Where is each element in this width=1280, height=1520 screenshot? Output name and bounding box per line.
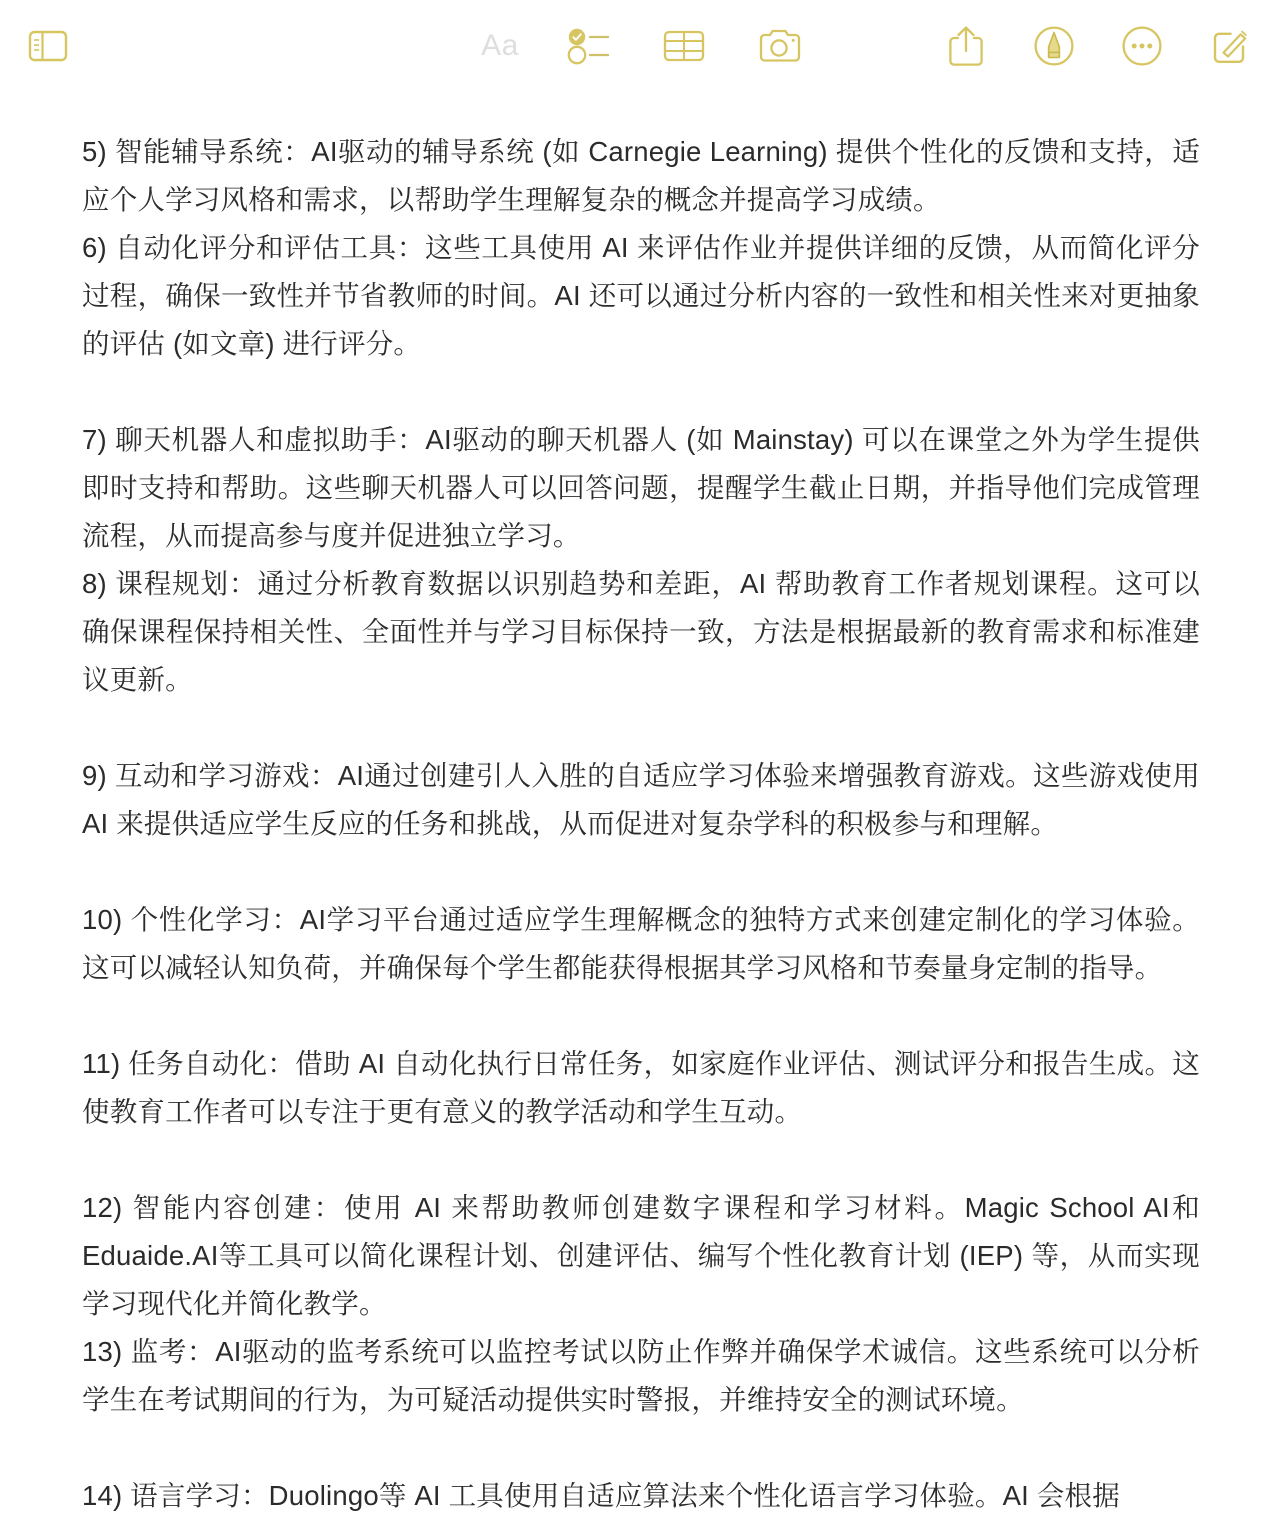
camera-button[interactable] (758, 24, 802, 68)
note-paragraph-item-14: 14) 语言学习：Duolingo等 AI 工具使用自适应算法来个性化语言学习体验。AI 会根据 (82, 1480, 1120, 1511)
note-paragraph-item-12: 12) 智能内容创建：使用 AI 来帮助教师创建数字课程和学习材料。Magic School AI和 Eduaide.AI等工具可以简化课程计划、创建评估、编写个性化教育计划 (IEP) 等，从而实现学习现代化并简化教学。 (82, 1192, 1200, 1319)
note-paragraph-item-6: 6) 自动化评分和评估工具：这些工具使用 AI 来评估作业并提供详细的反馈，从而简化评分过程，确保一致性并节省教师的时间。AI 还可以通过分析内容的一致性和相关性来对更抽象的评估 (如文章) 进行评分。 (82, 232, 1200, 359)
camera-icon (758, 28, 802, 64)
note-paragraph-item-5: 5) 智能辅导系统：AI驱动的辅导系统 (如 Carnegie Learning) 提供个性化的反馈和支持，适应个人学习风格和需求，以帮助学生理解复杂的概念并提高学习成绩。 (82, 136, 1200, 215)
ellipsis-circle-icon (1121, 25, 1163, 67)
markup-pen-icon (1033, 25, 1075, 67)
markup-button[interactable] (1032, 24, 1076, 68)
note-paragraph-item-10: 10) 个性化学习：AI学习平台通过适应学生理解概念的独特方式来创建定制化的学习体验。这可以减轻认知负荷，并确保每个学生都能获得根据其学习风格和节奏量身定制的指导。 (82, 904, 1200, 983)
checklist-icon (567, 27, 613, 65)
share-button[interactable] (944, 24, 988, 68)
sidebar-icon (28, 29, 68, 63)
note-paragraph-item-13: 13) 监考：AI驱动的监考系统可以监控考试以防止作弊并确保学术诚信。这些系统可以分析学生在考试期间的行为，为可疑活动提供实时警报，并维持安全的测试环境。 (82, 1336, 1200, 1415)
more-button[interactable] (1120, 24, 1164, 68)
note-paragraph-item-8: 8) 课程规划：通过分析教育数据以识别趋势和差距，AI 帮助教育工作者规划课程。这可以确保课程保持相关性、全面性并与学习目标保持一致，方法是根据最新的教育需求和标准建议更新。 (82, 568, 1200, 695)
format-aa-icon: Aa (481, 29, 519, 62)
compose-button[interactable] (1208, 24, 1252, 68)
table-button[interactable] (662, 24, 706, 68)
note-paragraph-item-11: 11) 任务自动化：借助 AI 自动化执行日常任务，如家庭作业评估、测试评分和报告生成。这使教育工作者可以专注于更有意义的教学活动和学生互动。 (82, 1048, 1200, 1127)
note-paragraph-item-9: 9) 互动和学习游戏：AI通过创建引人入胜的自适应学习体验来增强教育游戏。这些游戏使用 AI 来提供适应学生反应的任务和挑战，从而促进对复杂学科的积极参与和理解。 (82, 760, 1200, 839)
sidebar-toggle-button[interactable] (26, 24, 70, 68)
note-paragraph-item-7: 7) 聊天机器人和虚拟助手：AI驱动的聊天机器人 (如 Mainstay) 可以在课堂之外为学生提供即时支持和帮助。这些聊天机器人可以回答问题，提醒学生截止日期，并指导他们完成管理流程，从而提高参与度并促进独立学习。 (82, 424, 1200, 551)
notes-toolbar (0, 0, 1280, 92)
share-icon (947, 25, 985, 67)
compose-icon (1209, 25, 1251, 67)
note-content-area[interactable] (0, 92, 1280, 1520)
format-button[interactable] (474, 24, 526, 68)
note-text-scroll[interactable] (0, 92, 1280, 1520)
table-icon (663, 29, 705, 63)
note-paragraph-list (82, 92, 1200, 1520)
checklist-button[interactable] (568, 24, 612, 68)
